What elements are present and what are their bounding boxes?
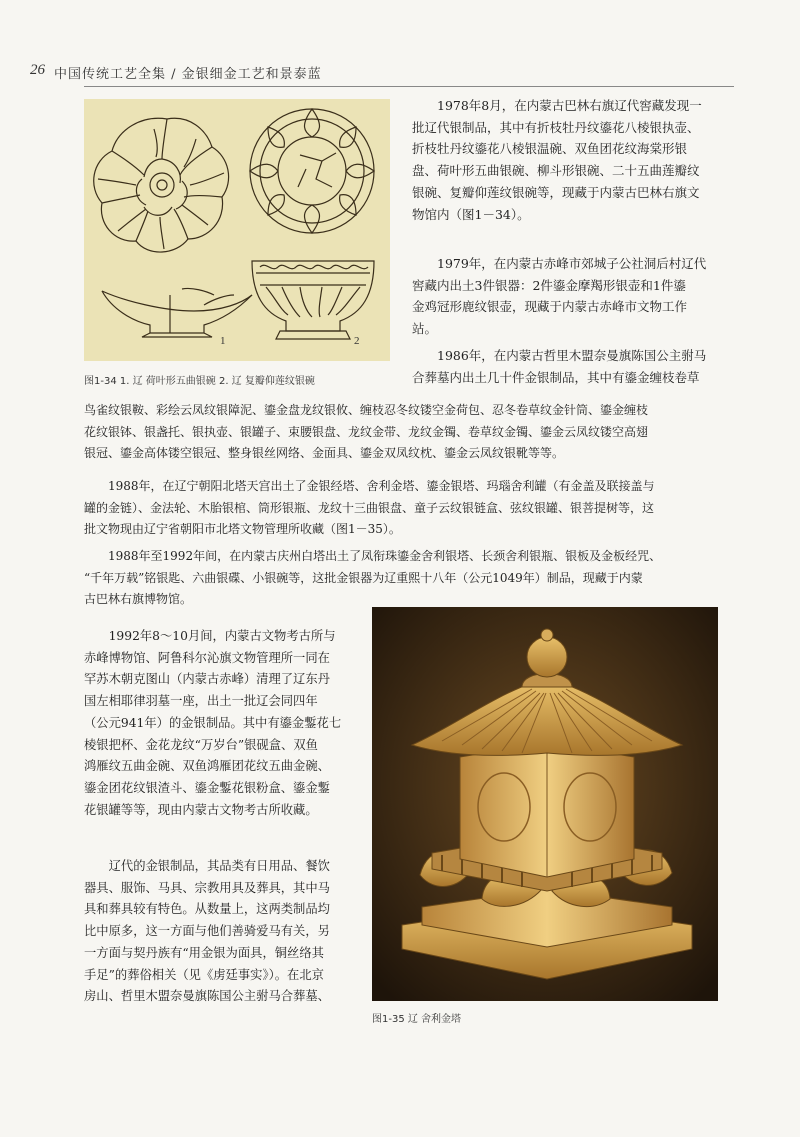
line: 罕苏木朝克图山（内蒙古赤峰）清理了辽东丹 <box>84 672 330 687</box>
line: 棱银把杯、金花龙纹“万岁台”银砚盒、双鱼 <box>84 737 318 752</box>
line: 银冠、鎏金高体镂空银冠、整身银丝网络、金面具、鎏金双凤纹枕、鎏金云凤纹银靴等等。 <box>84 446 565 461</box>
figure-1-35-photo <box>372 607 718 1001</box>
line: 批辽代银制品，其中有折枝牡丹纹鎏花八棱银执壶、 <box>412 119 700 135</box>
line: 1988年至1992年间，在内蒙古庆州白塔出土了凤衔珠鎏金舍利银塔、长颈舍利银瓶、银板及金板经咒、 <box>108 549 662 563</box>
line: 比中原多，这一方面与他们善骑爱马有关，另 <box>84 924 330 939</box>
line: 辽代的金银制品，其品类有日用品、餐饮 <box>108 859 330 873</box>
line: 鎏金团花纹银渣斗、鎏金鏨花银粉盒、鎏金鏨 <box>84 780 330 795</box>
line: 花纹银钵、银盏托、银执壶、银罐子、束腰银盘、龙纹金带、龙纹金镯、卷草纹金镯、鎏金云凤纹镂空高翅 <box>84 424 649 439</box>
line: 赤峰博物馆、阿鲁科尔沁旗文物管理所一同在 <box>84 650 330 665</box>
line: 1979年，在内蒙古赤峰市郊城子公社洞后村辽代 <box>437 256 707 271</box>
lotus-leaf-bowl-top-view <box>94 118 229 252</box>
figure-1-34-drawing <box>84 99 390 361</box>
line: 1988年，在辽宁朝阳北塔天宫出土了金银经塔、舍利金塔、鎏金银塔、玛瑙舍利罐（有金盖及联接盖与 <box>108 479 655 493</box>
paragraph-1988-qingzhou <box>84 546 734 611</box>
header-rule <box>84 86 734 87</box>
line: 折枝牡丹纹鎏花八棱银温碗、双鱼团花纹海棠形银 <box>412 141 688 157</box>
paragraph-1986-cont <box>84 400 734 465</box>
line: 站。 <box>412 321 438 337</box>
line: 花银罐等等，现由内蒙古文物考古所收藏。 <box>84 802 318 817</box>
line: 物馆内（图1－34）。 <box>412 206 530 222</box>
line: 罐的金链）、金法轮、木胎银棺、筒形银瓶、龙纹十三曲银盘、童子云纹银链盒、弦纹银罐、银菩提树等，这 <box>84 500 655 515</box>
line: 批文物现由辽宁省朝阳市北塔文物管理所收藏（图1－35）。 <box>84 522 401 537</box>
line: 鸿雁纹五曲金碗、双鱼鸿雁团花纹五曲金碗、 <box>84 759 330 774</box>
figure-1-35-caption: 图1-35 辽 舍利金塔 <box>372 1014 462 1025</box>
line: （公元941年）的金银制品。其中有鎏金鏨花七 <box>84 715 342 730</box>
line: 合葬墓内出土几十件金银制品，其中有鎏金缠枝卷草 <box>412 369 700 385</box>
line: 手足”的葬俗相关（见《虏廷事实》）。在北京 <box>84 967 324 982</box>
line: 窖藏内出土3件银器：2件鎏金摩羯形银壶和1件鎏 <box>412 277 686 293</box>
book-title: 中国传统工艺全集 / 金银细金工艺和景泰蓝 <box>54 67 322 82</box>
line: 古巴林右旗博物馆。 <box>84 592 193 607</box>
line: 盘、荷叶形五曲银碗、柳斗形银碗、二十五曲莲瓣纹 <box>412 163 700 179</box>
paragraph-1978 <box>412 95 734 225</box>
bowl-drawings <box>84 99 390 361</box>
figure-number-2: 2 <box>354 335 360 347</box>
line: 鸟雀纹银鞍、彩绘云凤纹银障泥、鎏金盘龙纹银攸、缠枝忍冬纹镂空金荷包、忍冬卷草纹金针筒、鎏金缠枝 <box>84 403 649 417</box>
running-header <box>30 62 730 84</box>
paragraph-1986-head <box>412 345 734 388</box>
line: “千年万载”铭银匙、六曲银碟、小银碗等，这批金银器为辽重熙十八年（公元1049年）制品，现藏于内蒙 <box>84 570 643 585</box>
lotus-bowl-profile <box>252 261 374 339</box>
line: 1978年8月，在内蒙古巴林右旗辽代窖藏发现一 <box>437 98 702 113</box>
line: 一方面与契丹族有“用金银为面具，铜丝络其 <box>84 945 324 960</box>
figure-number-1: 1 <box>220 335 226 347</box>
lotus-leaf-bowl-profile <box>102 288 252 337</box>
line: 1992年8～10月间，内蒙古文物考古所与 <box>108 629 336 643</box>
figure-1-34-caption: 图1-34 1. 辽 荷叶形五曲银碗 2. 辽 复瓣仰莲纹银碗 <box>84 376 315 387</box>
page-number: 26 <box>30 62 45 78</box>
line: 国左相耶律羽墓一座，出土一批辽会同四年 <box>84 694 318 709</box>
line: 器具、服饰、马具、宗教用具及葬具，其中马 <box>84 880 330 895</box>
paragraph-1988-beita <box>84 476 734 541</box>
line: 房山、哲里木盟奈曼旗陈国公主驸马合葬墓、 <box>84 989 330 1004</box>
paragraph-1992 <box>84 626 360 821</box>
golden-stupa-image <box>372 607 718 1001</box>
paragraph-1979 <box>412 253 734 340</box>
line: 1986年，在内蒙古哲里木盟奈曼旗陈国公主驸马 <box>437 348 707 363</box>
lotus-bowl-top-view <box>250 109 374 233</box>
line: 银碗、复瓣仰莲纹银碗等，现藏于内蒙古巴林右旗文 <box>412 184 700 200</box>
line: 金鸡冠形鹿纹银壶，现藏于内蒙古赤峰市文物工作 <box>412 299 688 315</box>
paragraph-liao-summary <box>84 856 360 1008</box>
line: 具和葬具较有特色。从数量上，这两类制品均 <box>84 902 330 917</box>
